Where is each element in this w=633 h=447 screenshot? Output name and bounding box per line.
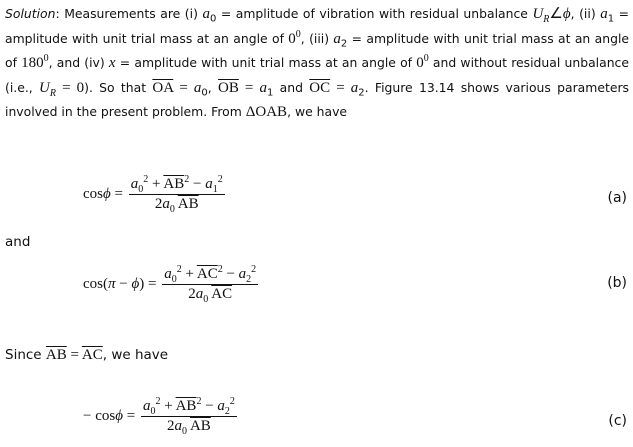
- equation-a: cosϕ = $\frac{a_0^2 + \overline{AB}^2 - a_1^2}{2a_0 \overline{AB}}$: [83, 174, 223, 215]
- since-line: Since $\overline{AB} = \overline{AC}$, we have: [5, 347, 169, 363]
- equation-b: cos(π − ϕ) = $\frac{a_0^2 + \overline{AC}^2 - a_2^2}{2a_0 \overline{AC}}$: [83, 264, 257, 305]
- equation-tag-a: (a): [607, 190, 627, 206]
- and-label: and: [5, 234, 31, 250]
- solution-paragraph: Solution: Measurements are (i) $a_0$ = amplitude of vibration with residual unbalance $U_R\angle\phi$, (ii) $a_1$ = amplitude with unit trial mass at an angle of $0^0$, (iii) $a_2$ = amplitude with unit trial mass at an angle of $180^0$, and (iv) x = amplitude with unit trial mass at an angle of $0^0$ and without residual unbalance (i.e., $U_R = 0$). So that $\overline{OA} = a_0$, $\overline{OB} = a_1$ and $\overline{OC} = a_2$. Figure 13.14 shows various parameters involved in the present problem. From ΔOAB, we have: [5, 6, 630, 120]
- equation-c: − cosϕ = $\frac{a_0^2 + \overline{AB}^2 - a_2^2}{2a_0 \overline{AB}}$: [83, 396, 235, 437]
- equation-tag-b: (b): [607, 275, 627, 291]
- equation-tag-c: (c): [608, 413, 627, 429]
- solution-label: Solution: [5, 6, 56, 21]
